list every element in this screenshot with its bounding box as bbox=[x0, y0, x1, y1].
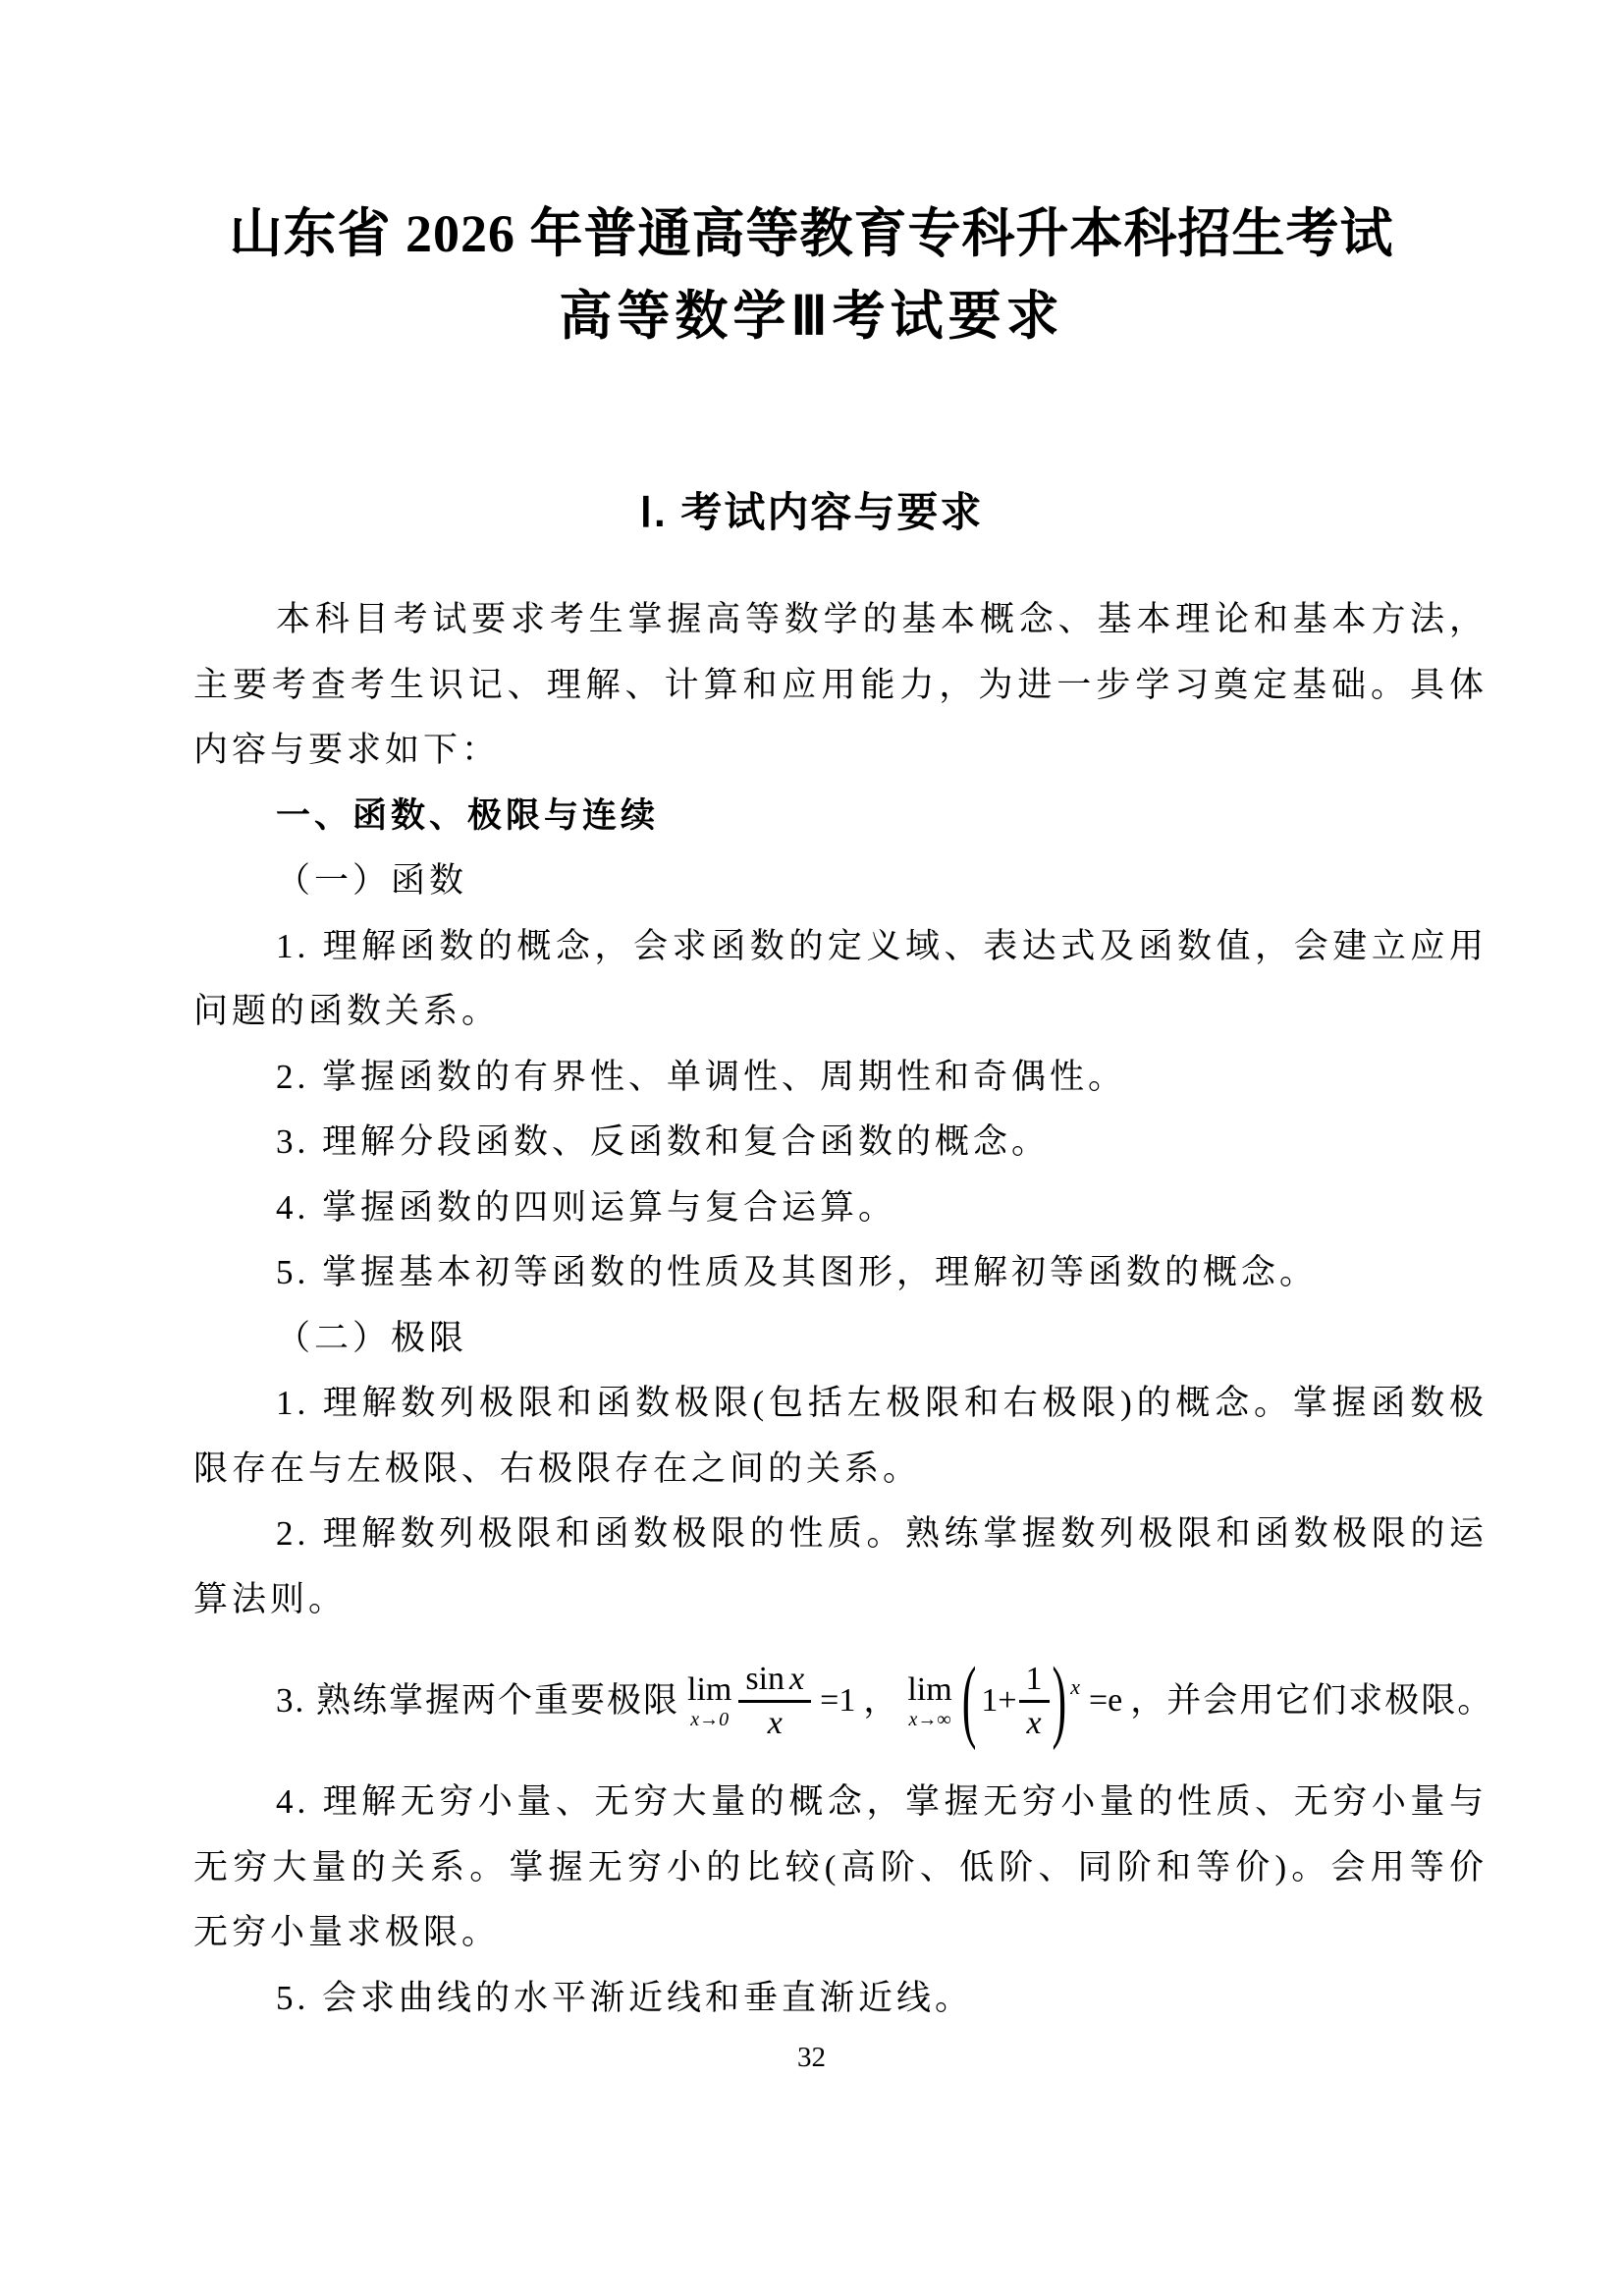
right-parenthesis: ) bbox=[1052, 1647, 1067, 1752]
formula-separator-comma: ， bbox=[863, 1680, 900, 1720]
subsection2-item-3 bbox=[193, 1632, 1494, 1770]
document-body bbox=[193, 587, 1494, 2031]
intro-paragraph: 本科目考试要求考生掌握高等数学的基本概念、基本理论和基本方法，主要考查考生识记、理解、计算和应用能力，为进一步学习奠定基础。具体内容与要求如下： bbox=[193, 600, 1488, 769]
limit-subscript: x→∞ bbox=[908, 1708, 951, 1730]
fraction-sinx-x: $\frac{\text{sin x}}{x}$ bbox=[738, 1661, 811, 1741]
section-heading: Ⅰ. 考试内容与要求 bbox=[639, 489, 984, 535]
one-plus: 1+ bbox=[981, 1681, 1017, 1719]
limit-subscript: x→0 bbox=[690, 1708, 730, 1730]
left-parenthesis: ( bbox=[961, 1647, 977, 1752]
document-title-line1: 山东省 2026 年普通高等教育专科升本科招生考试 bbox=[229, 204, 1394, 263]
subsection2-item-2: 2. 理解数列极限和函数极限的性质。熟练掌握数列极限和函数极限的运算法则。 bbox=[193, 1514, 1488, 1618]
subsection1-item-2: 2. 掌握函数的有界性、单调性、周期性和奇偶性。 bbox=[276, 1057, 1127, 1096]
page-number: 32 bbox=[797, 2042, 826, 2073]
limit-formula-sinx-over-x bbox=[687, 1661, 855, 1741]
chapter1-heading: 一、函数、极限与连续 bbox=[276, 795, 660, 835]
subsection2-item-4: 4. 理解无穷小量、无穷大量的概念，掌握无穷小量的性质、无穷小量与无穷大量的关系。掌握无穷小的比较(高阶、低阶、同阶和等价)。会用等价无穷小量求极限。 bbox=[193, 1782, 1488, 1951]
limit-operator: lim x→0 bbox=[687, 1670, 732, 1730]
subsection1-item-4: 4. 掌握函数的四则运算与复合运算。 bbox=[276, 1187, 897, 1227]
equals-one: =1 bbox=[820, 1681, 856, 1719]
document-title bbox=[0, 192, 1623, 357]
subsection1-item-1: 1. 理解函数的概念，会求函数的定义域、表达式及函数值，会建立应用问题的函数关系。 bbox=[193, 926, 1488, 1030]
document-title-line2: 高等数学Ⅲ考试要求 bbox=[559, 287, 1064, 346]
exponent-x: x bbox=[1070, 1674, 1080, 1700]
subsection2-item-5: 5. 会求曲线的水平渐近线和垂直渐近线。 bbox=[276, 1978, 974, 2017]
limit-operator: lim x→∞ bbox=[907, 1670, 952, 1730]
equals-e: =e bbox=[1088, 1681, 1123, 1719]
subsection2-item-1: 1. 理解数列极限和函数极限(包括左极限和右极限)的概念。掌握函数极限存在与左极限、右极限存在之间的关系。 bbox=[193, 1384, 1488, 1488]
formula-suffix-text: ，并会用它们求极限。 bbox=[1130, 1680, 1494, 1720]
limit-formula-e bbox=[907, 1647, 1123, 1752]
fraction-1-x: $\frac{1}{x}$ bbox=[1019, 1661, 1050, 1741]
subsection1-heading: （一）函数 bbox=[276, 861, 468, 900]
subsection1-item-5: 5. 掌握基本初等函数的性质及其图形，理解初等函数的概念。 bbox=[276, 1253, 1319, 1291]
subsection1-item-3: 3. 理解分段函数、反函数和复合函数的概念。 bbox=[276, 1122, 1051, 1161]
subsection2-heading: （二）极限 bbox=[276, 1318, 468, 1357]
formula-prefix-text: 3. 熟练掌握两个重要极限 bbox=[276, 1680, 680, 1720]
